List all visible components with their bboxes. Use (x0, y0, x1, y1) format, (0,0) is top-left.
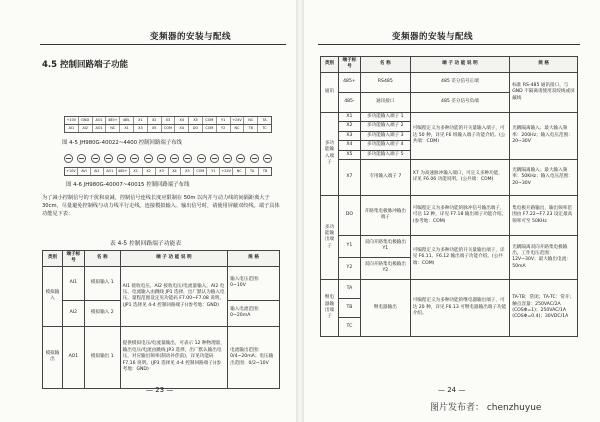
function-cell: AI1 接收电压，AI2 接收电压/电流量输入，AI2 电压、电流输入由跳线 JP1 选择，出厂默认为输入电压，量程范围设定见功能码 F7.00~F7.08 说明。(JP1 选择见 4-4 控制回路端子)(参考地：GND) (120, 266, 227, 326)
terminal-label: TB (244, 125, 258, 132)
code-cell: 485- (338, 92, 360, 112)
screw-icon (183, 154, 192, 163)
terminal-label: X2 (143, 168, 156, 175)
name-cell: 通讯接口 (360, 92, 410, 112)
code-cell: X1 (338, 112, 360, 121)
header-name: 名 称 (84, 251, 120, 267)
code-cell: X5 (338, 150, 360, 159)
terminal-label: X3 (156, 168, 169, 175)
code-cell: TA (338, 279, 360, 298)
terminal-label: Y1 (207, 168, 220, 175)
terminal-label: NC (233, 168, 246, 175)
screw-icon (250, 154, 259, 163)
terminal-label: 485+ (117, 168, 130, 175)
figure-4-6-caption: 图 4-6 JH980G-40007~40015 控制回路端子布线 (66, 182, 190, 188)
table-row (43, 266, 280, 300)
function-cell: 485 差分信号负端 (410, 92, 509, 112)
function-cell: 485 差分信号正端 (410, 72, 509, 92)
left-running-header: 变频器的安装与配线 (150, 32, 232, 42)
terminal-label: GND (79, 117, 93, 124)
name-cell: 开路集电极脉冲输出端子 (360, 195, 410, 235)
right-running-header: 变频器的安装与配线 (392, 32, 474, 42)
screw-icon (77, 154, 86, 163)
code-cell: Y1 (338, 235, 360, 257)
function-cell: 可编程定义为多种功能的脉冲信号输出端子，可达 12 种，详见 F7.18 输出端子功能介绍。(参考地：COM) (410, 195, 509, 235)
terminal-label: X4 (175, 117, 189, 124)
name-cell: 模拟输出 1 (84, 326, 120, 388)
terminal-label: NC (231, 125, 245, 132)
terminal-label: AI2 (79, 125, 93, 132)
terminal-label: NC (244, 117, 258, 124)
name-cell: RS485 (360, 72, 410, 92)
header-terminal-code: 端子标号 (62, 251, 84, 267)
screw-icon (64, 154, 73, 163)
name-cell: 双向开路集电极输出 Y2 (360, 257, 410, 279)
spec-cell: 光耦隔离输入；最大输入频率：200Hz；输入电压范围：20~30V (510, 112, 578, 159)
terminal-label: X4 (175, 125, 189, 132)
table-row (321, 72, 578, 92)
terminal-label: TA (246, 168, 259, 175)
name-cell: 多功能输入端子 1 (360, 112, 410, 121)
code-cell: 485+ (338, 72, 360, 92)
function-cell: 提供模拟电压/电流量输出，可表示 12 种物理量，输出电压/电流由跳线 JP3 选择，出厂默认输出电压，对应输出频率(制动补偿前)，详见功能码 F7.16 说明。(JP3 选择见 4-4 控制回路端子)(参考地：GND) (120, 326, 227, 388)
name-cell: 多功能输入端子 5 (360, 150, 410, 159)
terminal-label: AI1 (65, 125, 79, 132)
code-cell: TB (338, 298, 360, 317)
section-title: 4.5 控制回路端子功能 (42, 60, 129, 70)
header-name: 名 称 (360, 57, 410, 73)
publisher-watermark: 图片发布者： chenzhuyue (430, 403, 542, 413)
screw-icon (91, 154, 100, 163)
figure-4-5-caption: 图 4-5 JH980G-40022~4400 控制回路端子布线 (62, 140, 182, 146)
function-cell: 可编程定义为多种功能的继电器输出端子，可达 20 种，详见 F6.13 可继电器输出端子功能介绍。 (410, 279, 509, 336)
table-header-row (321, 57, 578, 73)
spec-cell: 输入电压范围：0~10V (228, 266, 280, 300)
terminal-label: X5 (181, 168, 194, 175)
screw-icon (170, 154, 179, 163)
header-spec: 规 格 (510, 57, 578, 73)
control-terminal-table-left (42, 250, 280, 389)
code-cell: AO1 (62, 326, 84, 388)
screw-icon (210, 154, 219, 163)
spec-cell: 标准 RS-485 通讯接口，与 GND 不隔离请使用双绞线或屏蔽线 (510, 72, 578, 112)
header-terminal-code: 端子标号 (338, 57, 360, 73)
screw-icon (104, 154, 113, 163)
category-cell: 继电器输出端子 (321, 279, 339, 336)
name-cell: 多功能输入端子 3 (360, 131, 410, 140)
screw-icon (263, 154, 272, 163)
terminal-label: NC (106, 125, 120, 132)
category-cell: 模拟输入 (43, 266, 63, 326)
spec-cell: 光耦隔离输入；最大输入频率：50KHz；输入电压范围：20~30V (510, 159, 578, 195)
code-cell: AI1 (62, 266, 84, 300)
code-cell: X7 (338, 159, 360, 195)
category-cell: 多功能输出端子 (321, 195, 339, 279)
table-4-5-caption: 表 4-5 控制回路端子功能表 (110, 241, 182, 247)
terminal-label: TA (262, 118, 267, 122)
table-row (43, 326, 280, 388)
code-cell: X2 (338, 122, 360, 131)
header-spec: 规 格 (228, 251, 280, 267)
terminal-screws-row (64, 154, 272, 163)
terminal-label: Y2 (217, 125, 231, 132)
terminal-label: Y1 (217, 117, 231, 124)
terminal-strip-1-bottom (64, 124, 272, 133)
function-cell: 可编程定义为多种功能的开关量输出端子，详见 F6.11、F6.12 输出端子功能介绍。(公共端：COM) (410, 235, 509, 279)
header-category: 类别 (43, 251, 63, 267)
control-terminal-table-right (320, 56, 578, 337)
terminal-label: TB (262, 169, 268, 173)
code-cell: TC (338, 317, 360, 336)
left-header-rule (40, 44, 286, 45)
terminal-label: AO1 (93, 125, 107, 132)
spec-cell: 集电极开路输出，输出频率范围由 F7.22~F7.23 设定最高频率可至 50KHz (510, 195, 578, 235)
screw-icon (157, 154, 166, 163)
book-spine (296, 0, 304, 422)
terminal-label: AI1 (91, 168, 104, 175)
header-category: 类别 (321, 57, 339, 73)
terminal-label: X1 (120, 125, 134, 132)
screw-icon (236, 154, 245, 163)
category-cell: 模拟输出 (43, 326, 63, 388)
screw-icon (130, 154, 139, 163)
spec-cell: 输入电流范围：0~20mA (228, 300, 280, 326)
left-page-number: — 23 — (146, 386, 174, 394)
table-header-row (43, 251, 280, 267)
wiring-note-paragraph: 为了减小控制信号的干扰和衰减，控制信号连线长度应限制在 50m 以内并与动力线的间隔距离大于 30cm，尽量避免控制线与动力线平行走线。连接模拟输入、输出信号时，请使用屏蔽双绞线。端子具体功能见下表： (42, 195, 280, 218)
terminal-label: X3 (162, 117, 176, 124)
table-row (321, 159, 578, 195)
terminal-label: COM (162, 125, 176, 132)
terminal-label: AVI (78, 168, 91, 175)
function-cell: X7 为高速脉冲输入端口，可定义多种功能，详见 F6.06 功能说明。(公共端：COM) (410, 159, 509, 195)
code-cell: Y2 (338, 257, 360, 279)
name-cell: 继电器输出 (360, 279, 410, 336)
code-cell: DO (338, 195, 360, 235)
terminal-label: X3 (134, 125, 148, 132)
terminal-label: 485- (120, 117, 134, 124)
right-page-number: — 24 — (438, 386, 466, 394)
name-cell: 模拟输入 2 (84, 300, 120, 326)
terminal-label: X5 (189, 117, 203, 124)
terminal-label: COM (203, 125, 217, 132)
screw-icon (197, 154, 206, 163)
right-header-rule (318, 44, 580, 45)
code-cell: AI2 (62, 300, 84, 326)
terminal-label: TC (262, 126, 267, 130)
code-cell: X4 (338, 141, 360, 150)
terminal-label: X4 (169, 168, 182, 175)
terminal-label: +24V (231, 117, 245, 124)
spec-cell: 光耦隔离双向开路集电极输出，工作电压范围：12V~30V；最大输出电流：50mA (510, 235, 578, 279)
name-cell: 多功能输入端子 4 (360, 141, 410, 150)
screw-icon (223, 154, 232, 163)
screw-icon (117, 154, 126, 163)
terminal-label: +10V (65, 168, 78, 175)
name-cell: 模拟输入 1 (84, 266, 120, 300)
terminal-label: COM (194, 168, 207, 175)
terminal-label: X2 (148, 117, 162, 124)
table-row (321, 279, 578, 298)
terminal-strip-2 (64, 167, 272, 176)
terminal-label: X1 (130, 168, 143, 175)
terminal-label: COM (203, 117, 217, 124)
category-cell: 通讯 (321, 72, 339, 112)
header-function: 端 子 功 能 说 明 (410, 57, 509, 73)
terminal-label: AO1 (104, 168, 117, 175)
name-cell: 专用输入端子 7 (360, 159, 410, 195)
header-function: 端 子 功 能 说 明 (120, 251, 227, 267)
code-cell: X3 (338, 131, 360, 140)
terminal-label: AO1 (93, 117, 107, 124)
category-cell: 多功能输入端子 (321, 112, 339, 195)
name-cell: 多功能输入端子 2 (360, 122, 410, 131)
table-row (321, 235, 578, 257)
name-cell: 双向开路集电极输出 Y1 (360, 235, 410, 257)
terminal-label: 485+ (106, 117, 120, 124)
terminal-label: X1 (134, 117, 148, 124)
table-row (321, 195, 578, 235)
spec-cell: TA-TB：常闭；TA-TC：常开；触点容量：250VAC/2A (COSΦ=1)；250VAC/1A (COSΦ=0.4)；30VDC/1A (510, 279, 578, 336)
terminal-label: +24V (220, 168, 233, 175)
terminal-label: DO (189, 125, 203, 132)
table-row (321, 112, 578, 121)
terminal-label: X5 (148, 125, 162, 132)
function-cell: 可编程定义为多种功能的开关量输入端子，可达 50 种，详见 F6 组输入端子功能介绍。(公共端：COM) (410, 112, 509, 159)
terminal-label: +10V (65, 117, 79, 124)
spec-cell: 电流输出范围：0/4~20mA；电压输出范围：0/2~10V (228, 326, 280, 388)
screw-icon (144, 154, 153, 163)
